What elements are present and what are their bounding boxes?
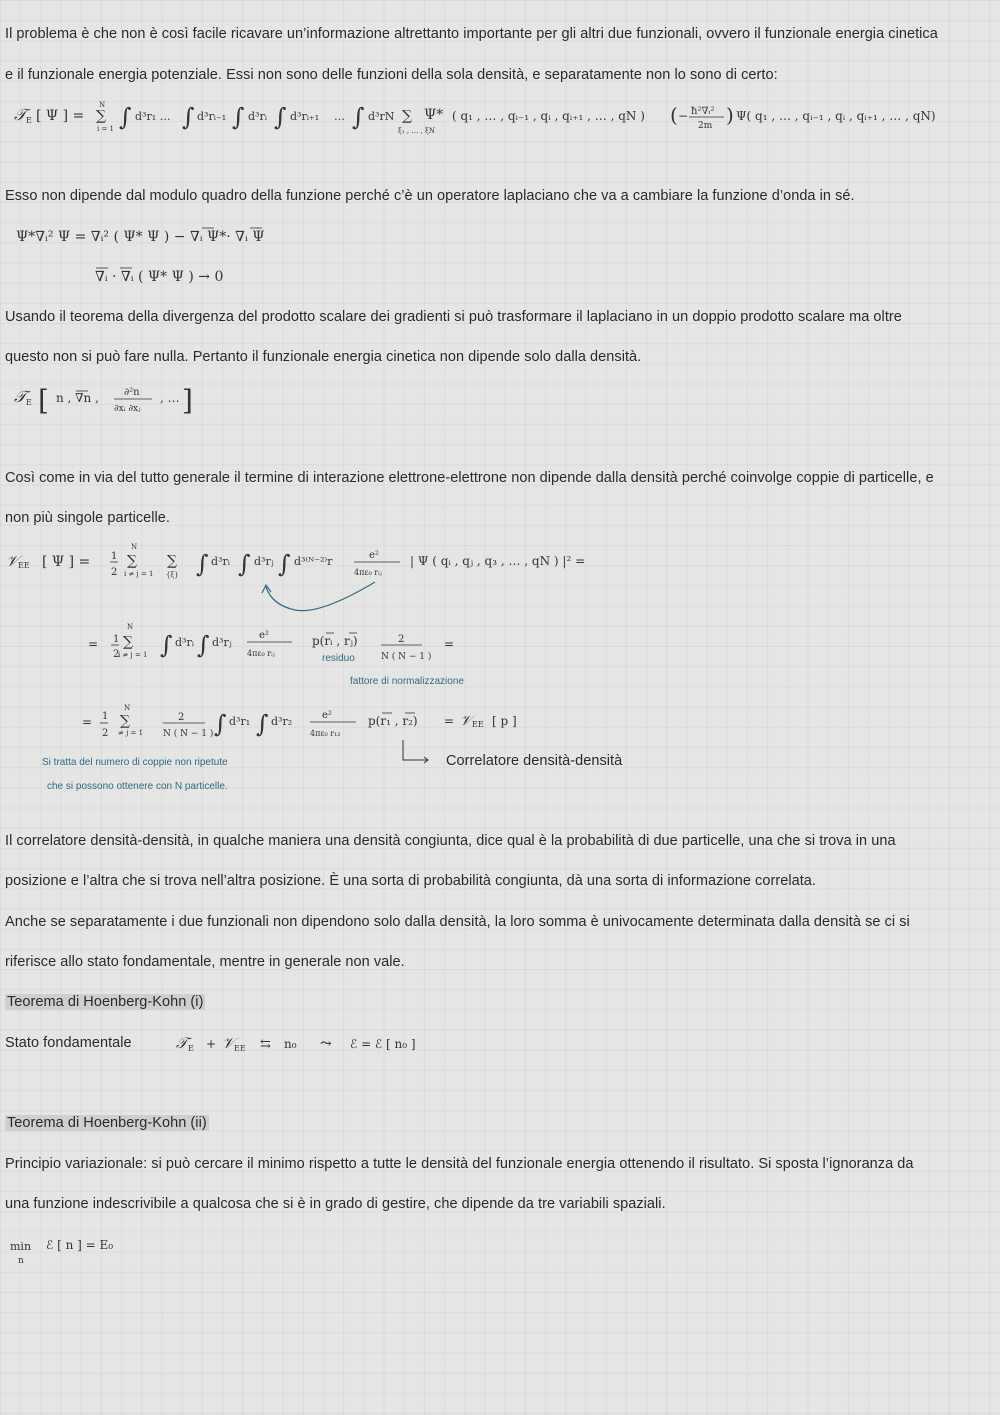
svg-text:ℰ [ n ] = E₀: ℰ [ n ] = E₀ bbox=[46, 1238, 114, 1252]
svg-text:∑: ∑ bbox=[402, 108, 412, 124]
svg-text:𝒯: 𝒯 bbox=[14, 387, 27, 406]
svg-text:1: 1 bbox=[111, 551, 118, 562]
svg-text:2: 2 bbox=[178, 712, 185, 723]
svg-text:1: 1 bbox=[113, 634, 120, 645]
svg-text:p(rᵢ , rⱼ): p(rᵢ , rⱼ) bbox=[312, 634, 358, 648]
svg-text:i ≠ j = 1: i ≠ j = 1 bbox=[118, 651, 148, 659]
paragraph-line: Usando il teorema della divergenza del prodotto scalare dei gradienti si può trasformare il laplaciano in un doppio prodotto scalare ma oltre bbox=[5, 309, 902, 325]
svg-text:1: 1 bbox=[102, 711, 109, 722]
ground-state-label: Stato fondamentale bbox=[5, 1035, 132, 1051]
section-heading bbox=[5, 992, 205, 1012]
svg-text:e²: e² bbox=[369, 550, 379, 561]
svg-text:∑: ∑ bbox=[96, 108, 106, 124]
svg-text:d³⁽ᴺ⁻²⁾r: d³⁽ᴺ⁻²⁾r bbox=[294, 555, 333, 568]
svg-text:∂²n: ∂²n bbox=[124, 387, 140, 398]
svg-text:p(r₁ , r₂): p(r₁ , r₂) bbox=[368, 714, 418, 728]
svg-text:d³rᵢ: d³rᵢ bbox=[248, 110, 267, 123]
svg-text:∫: ∫ bbox=[274, 103, 287, 131]
svg-text:⤳: ⤳ bbox=[320, 1036, 332, 1052]
note-normalization-factor: fattore di normalizzazione bbox=[350, 676, 464, 687]
paragraph-line: Principio variazionale: si può cercare il minimo rispetto a tutte le densità del funzionale energia ottenendo il risultato. Si sposta l’ignoranza da bbox=[5, 1156, 914, 1172]
hk1-formula bbox=[0, 1030, 500, 1060]
svg-text:n: n bbox=[18, 1256, 24, 1266]
svg-text:𝒯: 𝒯 bbox=[14, 105, 27, 124]
heading-text: Teorema di Hoenberg-Kohn (ii) bbox=[7, 1115, 207, 1131]
svg-text:4πε₀ rᵢⱼ: 4πε₀ rᵢⱼ bbox=[247, 649, 275, 658]
svg-text:min: min bbox=[10, 1240, 32, 1253]
svg-text:| Ψ ( qᵢ , qⱼ , q₃ , … , qN ): | Ψ ( qᵢ , qⱼ , q₃ , … , qN ) |² = bbox=[410, 554, 586, 568]
svg-text:n₀: n₀ bbox=[284, 1037, 297, 1051]
svg-text:i ≠ j = 1: i ≠ j = 1 bbox=[124, 570, 154, 578]
svg-text:E: E bbox=[188, 1044, 194, 1053]
note-pairs-line2: che si possono ottenere con N particelle. bbox=[47, 781, 228, 792]
svg-text:[ Ψ ] =: [ Ψ ] = bbox=[36, 108, 85, 124]
note-residuo: residuo bbox=[322, 653, 355, 664]
svg-text:EE: EE bbox=[472, 720, 484, 729]
variational-min-formula bbox=[0, 1232, 300, 1272]
svg-text:d³rⱼ: d³rⱼ bbox=[212, 636, 232, 649]
svg-text:d³rN: d³rN bbox=[368, 110, 395, 123]
svg-text:Ψ*: Ψ* bbox=[424, 107, 444, 123]
svg-text:d³rᵢ: d³rᵢ bbox=[211, 555, 230, 568]
paragraph-line: una funzione indescrivibile a qualcosa che si è in grado di gestire, che dipende da tre variabili spaziali. bbox=[5, 1196, 666, 1212]
svg-text:Ψ*∇ᵢ² Ψ = ∇ᵢ² ( Ψ* Ψ ) − ∇ᵢ: Ψ*∇ᵢ² Ψ = ∇ᵢ² ( Ψ* Ψ ) − ∇ᵢ Ψ*· ∇ᵢ Ψ bbox=[16, 229, 265, 245]
svg-text:=: = bbox=[88, 637, 99, 651]
svg-text:∫: ∫ bbox=[278, 550, 291, 578]
svg-text:e²: e² bbox=[322, 710, 332, 721]
svg-text:∇ᵢ · ∇ᵢ ( Ψ* Ψ ) → 0: ∇ᵢ · ∇ᵢ ( Ψ* Ψ ) → 0 bbox=[95, 269, 224, 285]
svg-text:, …: , … bbox=[160, 391, 180, 405]
svg-text:∂xᵢ ∂xⱼ: ∂xᵢ ∂xⱼ bbox=[114, 404, 141, 414]
svg-text:∫: ∫ bbox=[214, 710, 227, 738]
svg-text:{ξ}: {ξ} bbox=[166, 571, 179, 579]
svg-text:≠ j = 1: ≠ j = 1 bbox=[118, 729, 144, 737]
svg-text:2m: 2m bbox=[698, 121, 713, 131]
svg-text:+: + bbox=[206, 1037, 217, 1051]
note-pairs-line1: Si tratta del numero di coppie non ripetute bbox=[42, 757, 228, 768]
svg-text:∫: ∫ bbox=[197, 631, 210, 659]
svg-text:N: N bbox=[99, 101, 106, 109]
svg-text:i = 1: i = 1 bbox=[97, 125, 115, 133]
svg-text:2: 2 bbox=[111, 567, 118, 578]
svg-text:∫: ∫ bbox=[238, 550, 251, 578]
heading-text: Teorema di Hoenberg-Kohn (i) bbox=[7, 994, 204, 1010]
svg-text:]: ] bbox=[182, 384, 193, 417]
svg-text:2: 2 bbox=[102, 728, 109, 739]
svg-text:∫: ∫ bbox=[352, 103, 365, 131]
kinetic-dependence-formula bbox=[0, 380, 400, 430]
svg-text:d³r₁: d³r₁ bbox=[229, 715, 251, 728]
svg-text:…: … bbox=[334, 110, 345, 123]
svg-text:[ p ]: [ p ] bbox=[492, 714, 517, 728]
svg-text:=: = bbox=[82, 715, 93, 729]
svg-text:d³rᵢ: d³rᵢ bbox=[175, 636, 194, 649]
svg-text:EE: EE bbox=[18, 561, 30, 570]
section-heading bbox=[5, 1113, 209, 1133]
svg-text:4πε₀ rᵢⱼ: 4πε₀ rᵢⱼ bbox=[354, 568, 382, 577]
laplacian-identity-formula bbox=[0, 220, 1000, 300]
svg-text:∑: ∑ bbox=[167, 553, 177, 569]
svg-text:∫: ∫ bbox=[119, 103, 132, 131]
paragraph-line: Il problema è che non è così facile ricavare un’informazione altrettanto importante per gli altri due funzionali, ovvero il funzionale energia cinetica bbox=[5, 26, 938, 42]
svg-text:n , ∇n ,: n , ∇n , bbox=[56, 391, 99, 405]
svg-text:4πε₀ r₁₂: 4πε₀ r₁₂ bbox=[310, 729, 341, 738]
svg-text:d³r₁ …: d³r₁ … bbox=[135, 110, 171, 123]
svg-text:Ψ( q₁ , … , qᵢ₋₁ , qᵢ , qᵢ₊₁ ,: Ψ( q₁ , … , qᵢ₋₁ , qᵢ , qᵢ₊₁ , … , qN) bbox=[736, 109, 936, 123]
svg-text:d³r₂: d³r₂ bbox=[271, 715, 293, 728]
paragraph-line: questo non si può fare nulla. Pertanto il funzionale energia cinetica non dipende solo dalla densità. bbox=[5, 349, 642, 365]
svg-text:𝒯: 𝒯 bbox=[176, 1034, 188, 1052]
svg-text:∫: ∫ bbox=[196, 550, 209, 578]
svg-text:EE: EE bbox=[234, 1044, 246, 1053]
kinetic-functional-formula bbox=[0, 95, 1000, 155]
paragraph-line: posizione e l’altra che si trova nell’altra posizione. È una sorta di probabilità congiunta, dà una sorta di informazione correlata. bbox=[5, 873, 817, 889]
density-correlator-label: Correlatore densità-densità bbox=[446, 753, 623, 769]
svg-text:∫: ∫ bbox=[160, 631, 173, 659]
svg-text:2: 2 bbox=[398, 634, 405, 645]
svg-text:ħ²∇ᵢ²: ħ²∇ᵢ² bbox=[691, 106, 715, 117]
svg-text:N ( N − 1 ): N ( N − 1 ) bbox=[381, 652, 432, 662]
svg-text:ℰ = ℰ [ n₀ ]: ℰ = ℰ [ n₀ ] bbox=[350, 1037, 416, 1051]
paragraph-line: e il funzionale energia potenziale. Essi non sono delle funzioni della sola densità, e separatamente non lo sono di certo: bbox=[5, 67, 778, 83]
svg-text:N: N bbox=[124, 704, 131, 712]
svg-text:(: ( bbox=[670, 103, 678, 127]
svg-text:2: 2 bbox=[113, 649, 120, 660]
svg-text:d³rⱼ: d³rⱼ bbox=[254, 555, 274, 568]
svg-text:N: N bbox=[131, 543, 138, 551]
svg-text:∑: ∑ bbox=[123, 634, 133, 650]
svg-text:∫: ∫ bbox=[256, 710, 269, 738]
svg-text:𝒱: 𝒱 bbox=[6, 552, 19, 570]
svg-text:∫: ∫ bbox=[182, 103, 195, 131]
svg-text:d³rᵢ₊₁: d³rᵢ₊₁ bbox=[290, 110, 320, 123]
svg-text:∫: ∫ bbox=[232, 103, 245, 131]
svg-text:E: E bbox=[26, 116, 32, 125]
svg-text:d³rᵢ₋₁: d³rᵢ₋₁ bbox=[197, 110, 227, 123]
vee-derivation-formula bbox=[0, 535, 1000, 765]
svg-text:=: = bbox=[444, 637, 455, 651]
svg-text:⇆: ⇆ bbox=[260, 1037, 271, 1052]
svg-text:𝒱: 𝒱 bbox=[460, 713, 472, 729]
svg-text:N ( N − 1 ): N ( N − 1 ) bbox=[163, 729, 214, 739]
paragraph-line: riferisce allo stato fondamentale, mentre in generale non vale. bbox=[5, 954, 405, 970]
svg-text:∑: ∑ bbox=[120, 713, 130, 729]
svg-text:−: − bbox=[678, 109, 689, 123]
svg-text:N: N bbox=[127, 623, 134, 631]
svg-text:E: E bbox=[26, 398, 32, 407]
svg-text:[ Ψ ] =: [ Ψ ] = bbox=[42, 554, 91, 570]
paragraph-line: Il correlatore densità-densità, in qualche maniera una densità congiunta, dice qual è la probabilità di due particelle, una che si trova in una bbox=[5, 833, 896, 849]
paragraph-line: non più singole particelle. bbox=[5, 510, 170, 526]
paragraph-line: Così come in via del tutto generale il termine di interazione elettrone-elettrone non dipende dalla densità perché coinvolge coppie di particelle, e bbox=[5, 470, 934, 486]
paragraph-line: Anche se separatamente i due funzionali non dipendono solo dalla densità, la loro somma è univocamente determinata dalla densità se ci si bbox=[5, 914, 910, 930]
paragraph-line: Esso non dipende dal modulo quadro della funzione perché c’è un operatore laplaciano che va a cambiare la funzione d’onda in sé. bbox=[5, 188, 855, 204]
svg-text:e²: e² bbox=[259, 630, 269, 641]
svg-text:[: [ bbox=[38, 384, 49, 417]
svg-text:ξ₁ , … , ξN: ξ₁ , … , ξN bbox=[398, 127, 435, 135]
svg-text:=: = bbox=[444, 714, 455, 728]
svg-text:∑: ∑ bbox=[127, 553, 137, 569]
svg-text:): ) bbox=[726, 103, 734, 127]
svg-text:𝒱: 𝒱 bbox=[222, 1034, 235, 1052]
svg-text:( q₁ , … , qᵢ₋₁ , qᵢ , qᵢ₊₁ ,: ( q₁ , … , qᵢ₋₁ , qᵢ , qᵢ₊₁ , … , qN ) bbox=[452, 109, 645, 123]
